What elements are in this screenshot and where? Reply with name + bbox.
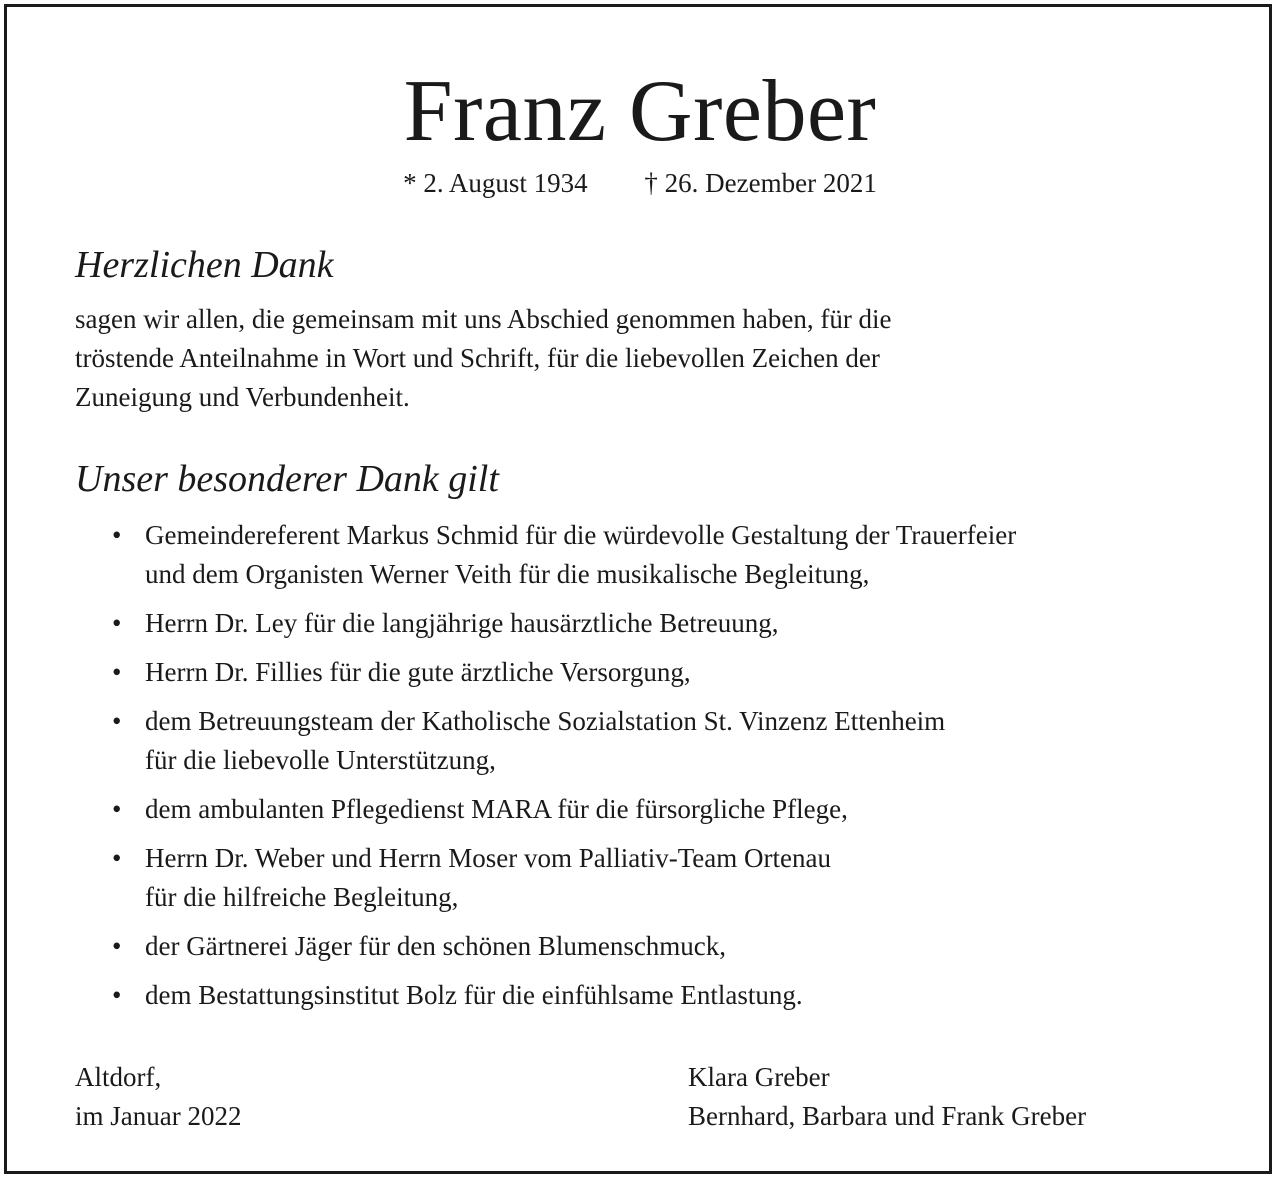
list-item-line: für die hilfreiche Begleitung, bbox=[145, 882, 459, 912]
place-date-block bbox=[75, 1058, 241, 1136]
list-item-line: Herrn Dr. Ley für die langjährige hausärztliche Betreuung, bbox=[145, 608, 779, 638]
list-item bbox=[0, 927, 1280, 966]
intro-line: sagen wir allen, die gemeinsam mit uns Abschied genommen haben, für die bbox=[75, 304, 892, 334]
list-item-line: dem ambulanten Pflegedienst MARA für die fürsorgliche Pflege, bbox=[145, 794, 848, 824]
bullet-icon: • bbox=[112, 843, 122, 873]
place: Altdorf, bbox=[75, 1062, 162, 1092]
list-item-line: Herrn Dr. Fillies für die gute ärztliche Versorgung, bbox=[145, 657, 691, 687]
list-item-line: für die liebevolle Unterstützung, bbox=[145, 745, 496, 775]
life-dates bbox=[0, 166, 1280, 200]
bullet-icon: • bbox=[112, 794, 122, 824]
deceased-name: Franz Greber bbox=[403, 63, 877, 160]
list-item bbox=[0, 839, 1280, 917]
list-item bbox=[0, 604, 1280, 643]
list-item-line: Herrn Dr. Weber und Herrn Moser vom Palliativ-Team Ortenau bbox=[145, 843, 831, 873]
intro-text bbox=[75, 300, 1075, 417]
list-item-line: der Gärtnerei Jäger für den schönen Blumenschmuck, bbox=[145, 931, 727, 961]
list-item bbox=[0, 976, 1280, 1015]
bullet-icon: • bbox=[112, 608, 122, 638]
signature-block bbox=[688, 1058, 1086, 1136]
date: im Januar 2022 bbox=[75, 1101, 242, 1131]
bullet-icon: • bbox=[112, 980, 122, 1010]
list-item bbox=[0, 516, 1280, 594]
heading-thanks: Herzlichen Dank bbox=[75, 244, 334, 286]
list-item-line: dem Bestattungsinstitut Bolz für die einfühlsame Entlastung. bbox=[145, 980, 803, 1010]
intro-line: Zuneigung und Verbundenheit. bbox=[75, 382, 410, 412]
list-item-line: dem Betreuungsteam der Katholische Sozialstation St. Vinzenz Ettenheim bbox=[145, 706, 946, 736]
birth-date: * 2. August 1934 bbox=[403, 168, 588, 198]
thanks-list bbox=[0, 516, 1280, 1025]
heading-special-thanks: Unser besonderer Dank gilt bbox=[75, 458, 499, 500]
list-item bbox=[0, 653, 1280, 692]
bullet-icon: • bbox=[112, 706, 122, 736]
signer-name: Bernhard, Barbara und Frank Greber bbox=[688, 1101, 1087, 1131]
list-item bbox=[0, 790, 1280, 829]
list-item bbox=[0, 702, 1280, 780]
bullet-icon: • bbox=[112, 931, 122, 961]
list-item-line: und dem Organisten Werner Veith für die musikalische Begleitung, bbox=[145, 559, 870, 589]
bullet-icon: • bbox=[112, 520, 122, 550]
signer-name: Klara Greber bbox=[688, 1062, 830, 1092]
death-date: † 26. Dezember 2021 bbox=[644, 168, 877, 198]
bullet-icon: • bbox=[112, 657, 122, 687]
list-item-line: Gemeindereferent Markus Schmid für die würdevolle Gestaltung der Trauerfeier bbox=[145, 520, 1017, 550]
intro-line: tröstende Anteilnahme in Wort und Schrift, für die liebevollen Zeichen der bbox=[75, 343, 880, 373]
